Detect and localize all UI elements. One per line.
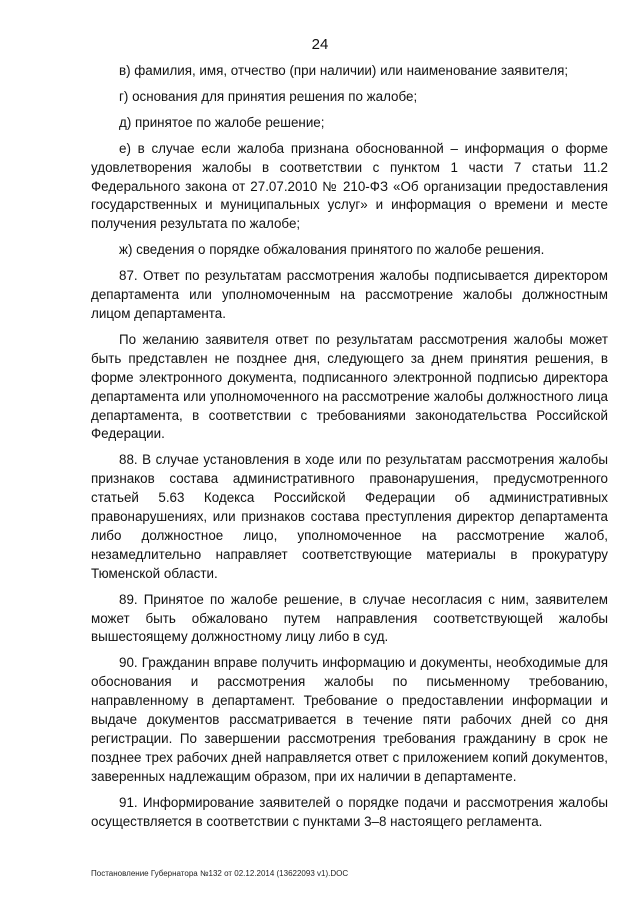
paragraph-item-v: в) фамилия, имя, отчество (при наличии) или наименование заявителя; (119, 63, 569, 78)
document-footer: Постановление Губернатора №132 от 02.12.2014 (13622093 v1).DOC (91, 869, 349, 878)
document-body (91, 62, 608, 839)
paragraph-89: 89. Принятое по жалобе решение, в случае несогласия с ним, заявителем может быть обжаловано путем направления соответствующей жалобы вышестоящему должностному лицу либо в суд. (91, 591, 608, 645)
paragraph-item-g: г) основания для принятия решения по жалобе; (119, 88, 418, 104)
paragraph-item-d: д) принятое по жалобе решение; (119, 114, 325, 130)
page-number: 24 (311, 36, 329, 53)
paragraph-91: 91. Информирование заявителей о порядке подачи и рассмотрения жалобы осуществляется в соответствии с пунктами 3–8 настоящего регламента. (91, 794, 608, 829)
paragraph-88: 88. В случае установления в ходе или по результатам рассмотрения жалобы признаков состава административного правонарушения, предусмотренного статьей 5.63 Кодекса Российской Федерации об административных правонарушениях, или признаков состава преступления директор департамента либо должностное лицо, уполномоченное на рассмотрение жалоб, незамедлительно направляет соответствующие материалы в прокуратуру Тюменской области. (91, 452, 608, 581)
paragraph-item-zh: ж) сведения о порядке обжалования принятого по жалобе решения. (119, 242, 545, 258)
paragraph-87-electronic-answer: По желанию заявителя ответ по результатам рассмотрения жалобы может быть представлен не позднее дня, следующего за днем принятия решения, в форме электронного документа, подписанного электронной подписью директора департамента или уполномоченного на рассмотрение жалобы должностного лица департамента, в соответствии с требованиями законодательства Российской Федерации. (91, 331, 608, 442)
paragraph-item-e: е) в случае если жалоба признана обоснованной – информация о форме удовлетворения жалобы в соответствии с пунктом 1 части 7 статьи 11.2 Федерального закона от 27.07.2010 № 210-ФЗ «Об организации предоставления государственных и муниципальных услуг» и информация о времени и месте получения результата по жалобе; (91, 140, 608, 232)
paragraph-87: 87. Ответ по результатам рассмотрения жалобы подписывается директором департамента или уполномоченным на рассмотрение жалобы должностным лицом департамента. (91, 268, 608, 321)
paragraph-90: 90. Гражданин вправе получить информацию и документы, необходимые для обоснования и рассмотрения жалобы по письменному требованию, направленному в департамент. Требование о предоставлении информации и выдаче документов рассматривается в течение пяти рабочих дней со дня регистрации. По завершении рассмотрения требования гражданину в срок не позднее трех рабочих дней направляется ответ с приложением копий документов, заверенных надлежащим образом, при их наличии в департаменте. (91, 655, 608, 784)
